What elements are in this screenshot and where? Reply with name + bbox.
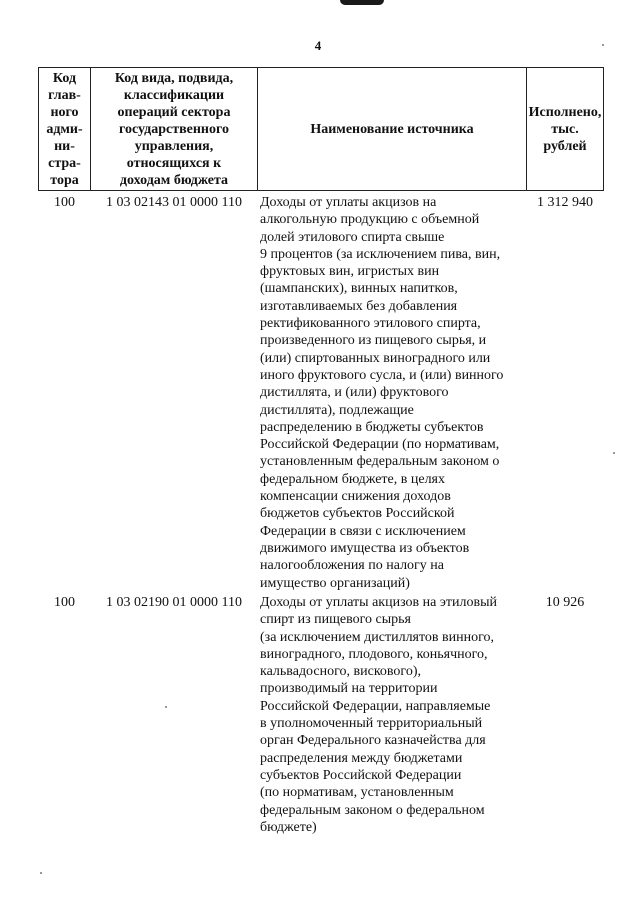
source-name-line: (за исключением дистиллятов винного, [260, 629, 495, 645]
admin-code-cell: 100 [54, 595, 75, 610]
source-name-line: Доходы от уплаты акцизов на этиловый [260, 595, 497, 610]
source-name-line: в уполномоченный территориальный [260, 716, 483, 732]
source-name-line: Федерации в связи с исключением [260, 523, 466, 539]
source-name-line: дистиллята, и (или) фруктового [260, 385, 449, 401]
kind-code-cell: 1 03 02143 01 0000 110 [106, 195, 242, 210]
kind-code-cell: 1 03 02190 01 0000 110 [106, 595, 242, 610]
source-name-cell [260, 594, 528, 836]
scan-speck [602, 44, 604, 46]
source-name-line: изготавливаемых без добавления [260, 298, 458, 314]
header-amount-line: тыс. [551, 121, 579, 137]
header-admin-code-line: стра- [48, 155, 81, 171]
scan-speck [165, 706, 167, 708]
scan-edge-mark [340, 0, 384, 5]
header-kind-code-line: операций сектора [117, 104, 231, 120]
scan-speck [40, 872, 42, 874]
header-admin-code-line: ни- [54, 138, 75, 154]
source-name-line: Российской Федерации, направляемые [260, 698, 491, 714]
header-admin-code-line: адми- [46, 121, 83, 137]
header-kind-code-line: Код вида, подвида, [114, 70, 234, 86]
source-name-line: распределения между бюджетами [260, 750, 463, 766]
source-name-line: (по нормативам, установленным [260, 785, 454, 801]
source-name-line: установленным федеральным законом о [260, 454, 500, 470]
header-admin-code [38, 67, 91, 191]
source-name-line: бюджете) [260, 819, 317, 835]
source-name-line: распределению в бюджеты субъектов [260, 419, 484, 435]
source-name-line: виноградного, плодового, коньячного, [260, 646, 488, 662]
header-admin-code-line: тора [50, 172, 79, 188]
source-name-line: имущество организаций) [260, 575, 410, 591]
source-name-line: (шампанских), винных напитков, [260, 281, 458, 297]
header-kind-code [90, 67, 258, 191]
source-name-line: субъектов Российской Федерации [260, 767, 462, 783]
header-admin-code-line: глав- [48, 87, 81, 103]
source-name-line: Российской Федерации (по нормативам, [260, 437, 500, 453]
header-kind-code-line: относящихся к [126, 155, 222, 171]
source-name-cell [260, 194, 528, 592]
source-name-line: движимого имущества из объектов [260, 540, 470, 556]
source-name-line: орган Федерального казначейства для [260, 733, 486, 749]
header-admin-code-line: ного [50, 104, 79, 120]
source-name-line: федеральным законом о федеральном [260, 802, 485, 818]
header-admin-code-line: Код [52, 70, 77, 86]
source-name-line: кальвадосного, вискового), [260, 664, 421, 680]
header-amount-line: рублей [543, 138, 587, 154]
header-amount [526, 67, 604, 191]
source-name-line: алкогольную продукцию с объемной [260, 212, 480, 228]
source-name-line: производимый на территории [260, 681, 438, 697]
header-kind-code-line: государственного [118, 121, 229, 137]
source-name-line: компенсации снижения доходов [260, 489, 451, 505]
amount-cell: 10 926 [545, 595, 585, 610]
header-source-name-line: Наименование источника [310, 121, 474, 137]
source-name-line: Доходы от уплаты акцизов на [260, 195, 437, 210]
header-kind-code-line: классификации [123, 87, 225, 103]
source-name-line: фруктовых вин, игристых вин [260, 264, 440, 280]
source-name-line: произведенного из пищевого сырья, и [260, 333, 487, 349]
source-name-line: бюджетов субъектов Российской [260, 506, 455, 522]
amount-cell: 1 312 940 [537, 195, 593, 210]
header-kind-code-line: доходам бюджета [119, 172, 229, 188]
source-name-line: долей этилового спирта свыше [260, 229, 445, 245]
source-name-line: спирт из пищевого сырья [260, 612, 411, 628]
source-name-line: дистиллята), подлежащие [260, 402, 414, 418]
source-name-line: иного фруктового сусла, и (или) винного [260, 367, 504, 383]
source-name-line: 9 процентов (за исключением пива, вин, [260, 246, 501, 262]
page-number: 4 [314, 38, 322, 53]
source-name-line: федеральном бюджете, в целях [260, 471, 446, 487]
source-name-line: (или) спиртованных виноградного или [260, 350, 491, 366]
source-name-line: налогообложения по налогу на [260, 558, 445, 574]
header-kind-code-line: управления, [134, 138, 214, 154]
scan-speck [613, 452, 615, 454]
header-source-name [257, 67, 527, 191]
source-name-line: ректификованного этилового спирта, [260, 316, 481, 332]
header-amount-line: Исполнено, [528, 104, 602, 120]
admin-code-cell: 100 [54, 195, 75, 210]
